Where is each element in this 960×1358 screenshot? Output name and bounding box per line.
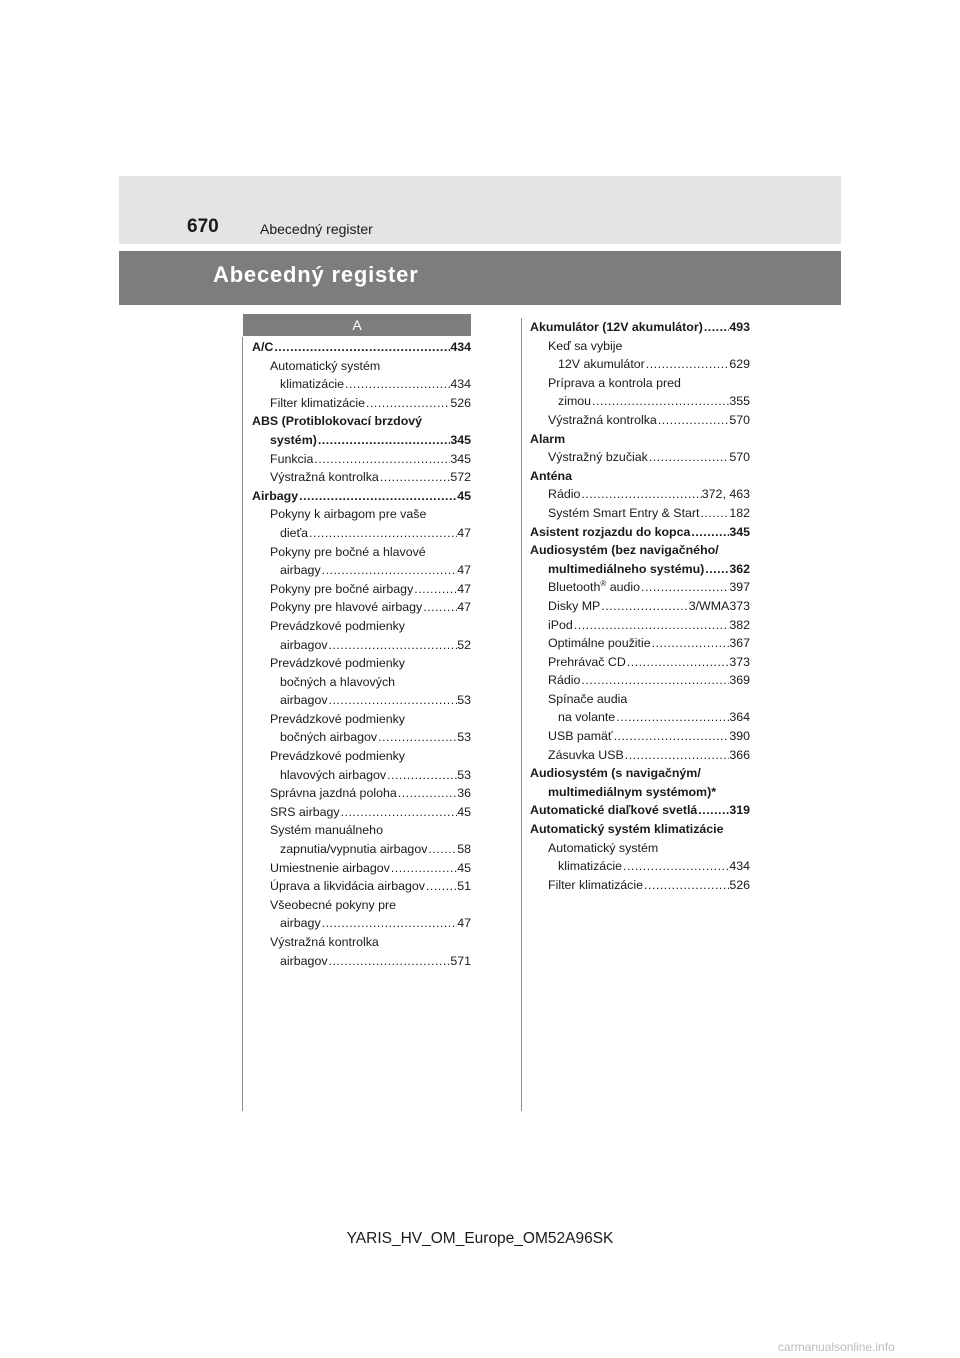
page-reference: 182 [729,505,750,520]
index-term [270,394,365,413]
page-reference: 362 [729,561,750,576]
index-column-right [530,318,750,894]
index-term-text: Optimálne použitie [548,636,651,651]
index-entry [530,857,750,876]
index-term-text: Funkcia [270,451,314,466]
page-reference: 51 [457,879,471,894]
index-term [548,727,613,746]
index-term-text: Asistent rozjazdu do kopca [530,524,691,539]
index-term-text: Automatické diaľkové svetlá [530,803,698,818]
page-reference: 47 [457,916,471,931]
index-term-text: Filter klimatizácie [270,395,366,410]
index-term-text: Rádio [548,487,581,502]
index-term-text: Zásuvka USB [548,747,624,762]
dot-leader [377,728,457,747]
page-reference: 355 [729,394,750,409]
index-entry [252,487,471,506]
index-line: ABS (Protiblokovací brzdový [252,414,423,429]
page-reference: 434 [729,859,750,874]
index-entry [252,877,471,896]
index-line: Prevádzkové podmienky [270,749,405,764]
page-reference: 345 [450,432,471,447]
index-line: Prevádzkové podmienky [270,711,405,726]
index-line: Pokyny pre bočné a hlavové [270,544,426,559]
dot-leader [344,375,450,394]
index-term-text: bočných airbagov [280,730,378,745]
page-reference: 58 [457,842,471,857]
index-entry [530,485,750,504]
index-term-text-suffix: audio [606,580,641,595]
index-term-text: na volante [558,710,616,725]
index-entry [530,355,750,374]
index-term-text: zimou [558,394,592,409]
dot-leader [703,318,729,337]
index-term [280,840,427,859]
page-reference: 45 [457,860,471,875]
index-term [548,634,651,653]
page-reference: 319 [729,803,750,818]
page-reference: 372, 463 [701,487,750,502]
index-term-text: Výstražná kontrolka [270,470,379,485]
index-term [252,338,273,357]
index-letter-bar: A [243,314,471,336]
dot-leader [651,634,730,653]
index-line: bočných a hlavových [280,674,396,689]
page-reference: 345 [450,451,471,466]
index-line: Automatický systém [548,840,659,855]
index-term [270,784,397,803]
dot-leader [645,355,730,374]
index-term [270,859,390,878]
index-entry [252,803,471,822]
index-line: Prevádzkové podmienky [270,618,405,633]
index-term-text: systém) [270,432,317,447]
page-reference: 570 [729,412,750,427]
index-term [270,598,422,617]
index-term-text: airbagov [280,637,328,652]
index-entry [530,578,750,597]
dot-leader [600,597,688,616]
page-reference: 526 [729,877,750,892]
page-reference: 36 [457,786,471,801]
index-term [280,524,308,543]
index-term [280,914,321,933]
index-term [548,448,648,467]
dot-leader [690,523,729,542]
index-entry [252,598,471,617]
page-reference: 571 [450,953,471,968]
index-term-text: hlavových airbagov [280,767,387,782]
dot-leader [397,784,457,803]
dot-leader [413,580,457,599]
page-reference: 45 [457,488,471,503]
index-entry [252,840,471,859]
page-reference: 47 [457,525,471,540]
page-reference: 493 [729,320,750,334]
index-entry [530,504,750,523]
page-reference: 367 [729,636,750,651]
dot-leader [313,450,450,469]
header-band [119,176,841,244]
index-term-text: Správna jazdná poloha [270,786,397,801]
page-reference: 382 [729,617,750,632]
dot-leader [622,857,729,876]
dot-leader [328,636,458,655]
index-term-text: Akumulátor (12V akumulátor) [530,320,703,334]
index-term [530,318,703,337]
index-term-text: airbagy [280,563,321,578]
index-term-text: Rádio [548,673,581,688]
index-term [252,487,298,506]
dot-leader [328,952,451,971]
page-reference: 45 [457,804,471,819]
index-term [558,708,615,727]
index-entry [530,392,750,411]
index-term [280,561,321,580]
index-term-text: Filter klimatizácie [548,877,644,892]
index-term [270,450,313,469]
index-entry [252,524,471,543]
index-entry [530,727,750,746]
dot-leader [298,487,457,506]
index-term [548,578,640,597]
index-entry [252,952,471,971]
page-reference: 434 [450,340,471,354]
page-reference: 47 [457,600,471,615]
index-line: Automatický systém klimatizácie [530,822,724,837]
page-reference: 390 [729,729,750,744]
dot-leader [422,598,457,617]
page-reference: 397 [729,580,750,595]
index-line: Všeobecné pokyny pre [270,897,397,912]
index-entry [530,653,750,672]
dot-leader [321,914,458,933]
page-reference: 47 [457,563,471,578]
index-term [548,616,573,635]
index-term-text: Pokyny pre bočné airbagy [270,581,414,596]
index-line: Systém manuálneho [270,823,383,838]
dot-leader [624,746,730,765]
index-entry [530,746,750,765]
index-entry [530,318,750,337]
dot-leader [379,468,451,487]
index-term [548,560,704,579]
dot-leader [390,859,457,878]
page-reference: 629 [729,357,750,372]
dot-leader [321,561,458,580]
dot-leader [328,691,458,710]
index-line: Pokyny k airbagom pre vaše [270,507,427,522]
index-term [548,653,626,672]
index-term-text: Umiestnenie airbagov [270,860,390,875]
dot-leader [273,338,450,357]
index-term [558,355,645,374]
index-column-left [252,338,471,970]
index-term [548,671,580,690]
index-term-text: multimediálneho systému) [548,561,705,576]
dot-leader [591,392,729,411]
index-line: Keď sa vybije [548,338,623,353]
dot-leader [697,801,729,820]
index-term [548,746,624,765]
document-code-footer: YARIS_HV_OM_Europe_OM52A96SK [346,1230,614,1247]
dot-leader [365,394,450,413]
index-line: Alarm [530,431,566,446]
registered-mark: ® [600,579,607,589]
dot-leader [640,578,729,597]
dot-leader [340,803,458,822]
index-term-text: airbagy [280,916,321,931]
index-line: Prevádzkové podmienky [270,656,405,671]
index-term [548,485,580,504]
index-entry [530,597,750,616]
dot-leader [648,448,729,467]
index-entry [252,580,471,599]
index-term [548,876,643,895]
index-entry [252,728,471,747]
page-reference: 526 [450,395,471,410]
dot-leader [573,616,730,635]
page-number: 670 [187,216,219,237]
index-term-text: Prehrávač CD [548,654,626,669]
index-entry [530,448,750,467]
index-term [270,877,425,896]
index-term [280,375,344,394]
index-term [548,504,699,523]
index-entry [530,411,750,430]
page-reference: 366 [729,747,750,762]
index-line: Príprava a kontrola pred [548,375,681,390]
index-entry [252,691,471,710]
page-reference: 3/WMA373 [688,598,750,613]
index-entry [252,561,471,580]
index-entry [530,616,750,635]
index-term-text: iPod [548,617,573,632]
page-reference: 345 [729,524,750,539]
page-reference: 369 [729,673,750,688]
index-entry [252,914,471,933]
index-line: Automatický systém [270,358,381,373]
index-term [270,580,413,599]
index-entry [530,634,750,653]
index-term-text: airbagov [280,693,328,708]
dot-leader [425,877,457,896]
index-entry [252,636,471,655]
dot-leader [699,504,729,523]
index-entry [252,468,471,487]
running-title: Abecedný register [260,221,373,237]
index-term-text: Bluetooth [548,580,601,595]
index-term-text: A/C [252,340,274,354]
index-term-text: Systém Smart Entry & Start [548,505,700,520]
index-entry [530,523,750,542]
index-entry [530,708,750,727]
index-term [270,803,340,822]
index-term [548,411,657,430]
index-entry [252,450,471,469]
dot-leader [615,708,729,727]
index-term [530,523,690,542]
index-line: Spínače audia [548,691,628,706]
page-reference: 434 [450,377,471,392]
index-entry [530,671,750,690]
index-entry [252,338,471,357]
index-term [558,392,591,411]
index-term [280,728,377,747]
dot-leader [580,485,701,504]
dot-leader [643,876,729,895]
index-term [530,801,697,820]
index-term [548,597,600,616]
index-term [280,636,328,655]
index-term [280,766,386,785]
index-line: Výstražná kontrolka [270,935,379,949]
page-reference: 373 [729,654,750,669]
index-term-text: USB pamäť [548,729,613,744]
index-term [558,857,622,876]
dot-leader [427,840,457,859]
index-line: Audiosystém (s navigačným/ [530,766,701,781]
dot-leader [657,411,730,430]
index-entry [530,801,750,820]
index-term [280,952,328,971]
index-term-text: Výstražný bzučiak [548,450,648,465]
column-rule-middle [521,318,522,1111]
index-line: multimediálnym systémom)* [548,784,717,799]
index-entry [252,766,471,785]
page-reference: 364 [729,710,750,725]
index-entry [252,394,471,413]
index-entry [530,876,750,895]
page-reference: 572 [450,470,471,485]
index-term-text: zapnutia/vypnutia airbagov [280,842,428,857]
index-term-text: dieťa [280,525,309,540]
dot-leader [613,727,730,746]
index-term-text: airbagov [280,953,328,968]
index-term-text: Výstražná kontrolka [548,412,657,427]
index-entry [252,784,471,803]
index-term-text: SRS airbagy [270,804,340,819]
dot-leader [704,560,729,579]
index-term [280,691,328,710]
index-entry [252,431,471,450]
dot-leader [308,524,457,543]
dot-leader [580,671,729,690]
page-reference: 53 [457,730,471,745]
page-reference: 52 [457,637,471,652]
section-title: Abecedný register [213,262,419,287]
watermark: carmanualsonline.info [778,1340,895,1354]
dot-leader [386,766,457,785]
index-term-text: Pokyny pre hlavové airbagy [270,600,423,615]
dot-leader [317,431,450,450]
index-entry [252,375,471,394]
index-term-text: Airbagy [252,488,299,503]
column-rule-left [242,337,243,1111]
page-reference: 47 [457,581,471,596]
index-entry [530,560,750,579]
page-reference: 53 [457,693,471,708]
index-line: Anténa [530,468,572,483]
page-reference: 570 [729,450,750,465]
dot-leader [626,653,730,672]
index-term-text: klimatizácie [280,377,345,392]
index-term-text: Úprava a likvidácia airbagov [270,879,425,894]
index-term [270,431,317,450]
page-reference: 53 [457,767,471,782]
index-entry [252,859,471,878]
index-term-text: Disky MP [548,598,601,613]
index-line: Audiosystém (bez navigačného/ [530,543,719,558]
index-term-text: 12V akumulátor [558,357,645,372]
index-term-text: klimatizácie [558,859,623,874]
index-term [270,468,379,487]
